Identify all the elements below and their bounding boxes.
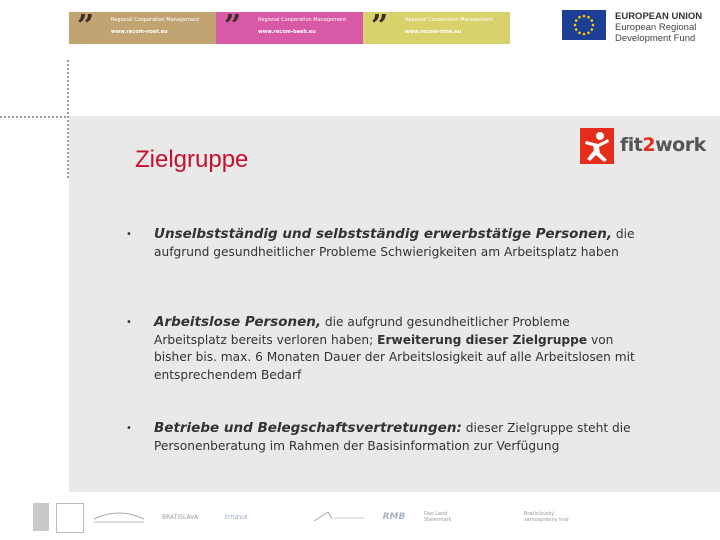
list-item (118, 314, 638, 384)
banner-url[interactable]: www.recom-stne.eu (405, 29, 462, 35)
partner-logo (580, 503, 604, 531)
partner-logo (424, 503, 470, 531)
fit2work-logo (580, 128, 704, 164)
bullet-marker: • (126, 317, 132, 328)
quote-mark-icon: ” (77, 12, 95, 44)
banner-url[interactable]: www.recom-baeh.eu (258, 29, 316, 35)
quote-mark-icon: ” (224, 12, 242, 44)
partner-logo-label: BRATISLAVA (162, 513, 198, 521)
partner-logo (214, 503, 258, 531)
list-item (118, 420, 638, 455)
partner-logo-label: trnava (224, 513, 248, 521)
regional-cooperation-banner (69, 12, 510, 44)
fit2work-wordmark: fit2work (620, 134, 706, 156)
partner-logo (474, 503, 520, 531)
quote-mark-icon: ” (371, 12, 389, 44)
bullet-text: die aufgrund gesundheitlicher Probleme Schwierigkeiten am Arbeitsplatz haben (154, 227, 635, 259)
banner-title: Regional Cooperation Management (111, 17, 200, 23)
partner-logo-label: Das Land Steiermark (424, 511, 452, 523)
partner-logo (524, 503, 574, 531)
bullet-strong-text: Erweiterung dieser Zielgruppe (377, 332, 588, 347)
eu-flag-icon (562, 10, 606, 40)
partner-logo (646, 503, 712, 531)
bullet-marker: • (126, 423, 132, 434)
bullet-lead: Arbeitslose Personen, (154, 314, 321, 330)
fit2work-figure-icon (580, 128, 614, 164)
partner-logo (152, 503, 208, 531)
banner-segment (69, 12, 216, 44)
slide-title: Zielgruppe (135, 146, 249, 173)
bullet-marker: • (126, 229, 132, 240)
partner-logo (310, 503, 368, 531)
bullet-lead: Betriebe und Belegschaftsvertretungen: (154, 420, 462, 436)
bullet-text: dieser Zielgruppe steht die Personenberatung im Rahmen der Basisinformation zur Verfügung (154, 421, 631, 453)
eu-line-2: European Regional (615, 22, 697, 33)
partner-logo (262, 503, 304, 531)
partner-logo (56, 503, 84, 533)
banner-title: Regional Cooperation Management (405, 17, 494, 23)
partner-logo (374, 503, 414, 531)
eu-funding-label (615, 11, 702, 44)
partner-logo-label: Bratislavský samosprávny kraj (524, 511, 569, 523)
bullet-text: die aufgrund gesundheitlicher Probleme Arbeitsplatz bereits verloren haben; (154, 315, 570, 347)
bullet-tail-text: von bisher bis. max. 6 Monaten Dauer der Arbeitslosigkeit auf alle Arbeitslosen mit entsprechendem Bedarf (154, 332, 635, 382)
banner-url[interactable]: www.recom-noet.eu (111, 29, 168, 35)
partner-logo (33, 503, 49, 531)
banner-segment (363, 12, 510, 44)
partner-logo (610, 503, 640, 531)
partner-logo-label: RMB (382, 512, 406, 522)
list-item (118, 226, 638, 261)
eu-line-1: EUROPEAN UNION (615, 11, 703, 22)
partner-logo (90, 503, 148, 531)
bullet-lead: Unselbstständig und selbstständig erwerbstätige Personen, (154, 226, 612, 242)
eu-line-3: Development Fund (615, 33, 696, 44)
banner-segment (216, 12, 363, 44)
banner-title: Regional Cooperation Management (258, 17, 347, 23)
partner-logos-strip (28, 495, 720, 540)
